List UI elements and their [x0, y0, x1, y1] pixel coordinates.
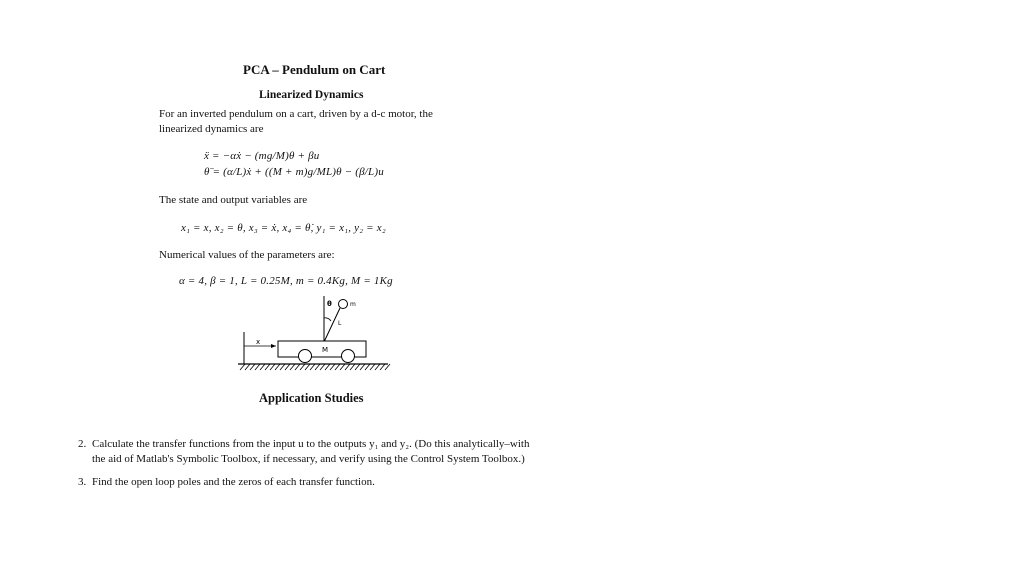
equation-cart: ẍ = −αẋ − (mg/M)θ + βu: [204, 150, 320, 162]
pendulum-cart-figure: [232, 292, 392, 374]
x-label: x: [256, 338, 261, 346]
equation-pendulum: θ̈ = (α/L)ẋ + ((M + m)g/ML)θ − (β/L)u: [204, 166, 384, 178]
mass-m-label: m: [350, 301, 356, 308]
intro-line-1: For an inverted pendulum on a cart, driven by a d-c motor, the: [159, 108, 433, 120]
ground-hatching: [240, 364, 390, 370]
question-3-line-1: Find the open loop poles and the zeros of each transfer function.: [92, 476, 375, 488]
cart-wheel-left: [299, 350, 312, 363]
pendulum-mass: [339, 300, 348, 309]
state-variables-text: The state and output variables are: [159, 194, 308, 206]
question-2-line-1: Calculate the transfer functions from the input u to the outputs y₁ and y₂. (Do this analytically–with: [92, 438, 530, 450]
question-2-line-2: the aid of Matlab's Symbolic Toolbox, if necessary, and verify using the Control System Toolbox.): [92, 453, 525, 465]
state-variables-equation: x₁ = x, x₂ = θ, x₃ = ẋ, x₄ = θ̇, y₁ = x₁, y₂ = x₂: [181, 222, 386, 234]
linearized-dynamics-heading: Linearized Dynamics: [259, 89, 364, 101]
cart-mass-M-label: M: [322, 346, 329, 354]
parameters-text: Numerical values of the parameters are:: [159, 249, 335, 261]
intro-line-2: linearized dynamics are: [159, 123, 264, 135]
parameters-equation: α = 4, β = 1, L = 0.25M, m = 0.4Kg, M = 1Kg: [179, 275, 393, 287]
cart-wheel-right: [342, 350, 355, 363]
question-2: [78, 437, 638, 467]
page-title: PCA – Pendulum on Cart: [243, 62, 386, 77]
question-3: [78, 475, 638, 490]
theta-label: θ: [327, 300, 332, 308]
question-3-number: 3.: [78, 476, 87, 488]
question-2-number: 2.: [78, 438, 87, 450]
theta-arc: [324, 318, 331, 321]
x-arrow-head: [271, 344, 276, 348]
length-L-label: L: [338, 320, 342, 327]
application-studies-heading: Application Studies: [259, 391, 364, 405]
